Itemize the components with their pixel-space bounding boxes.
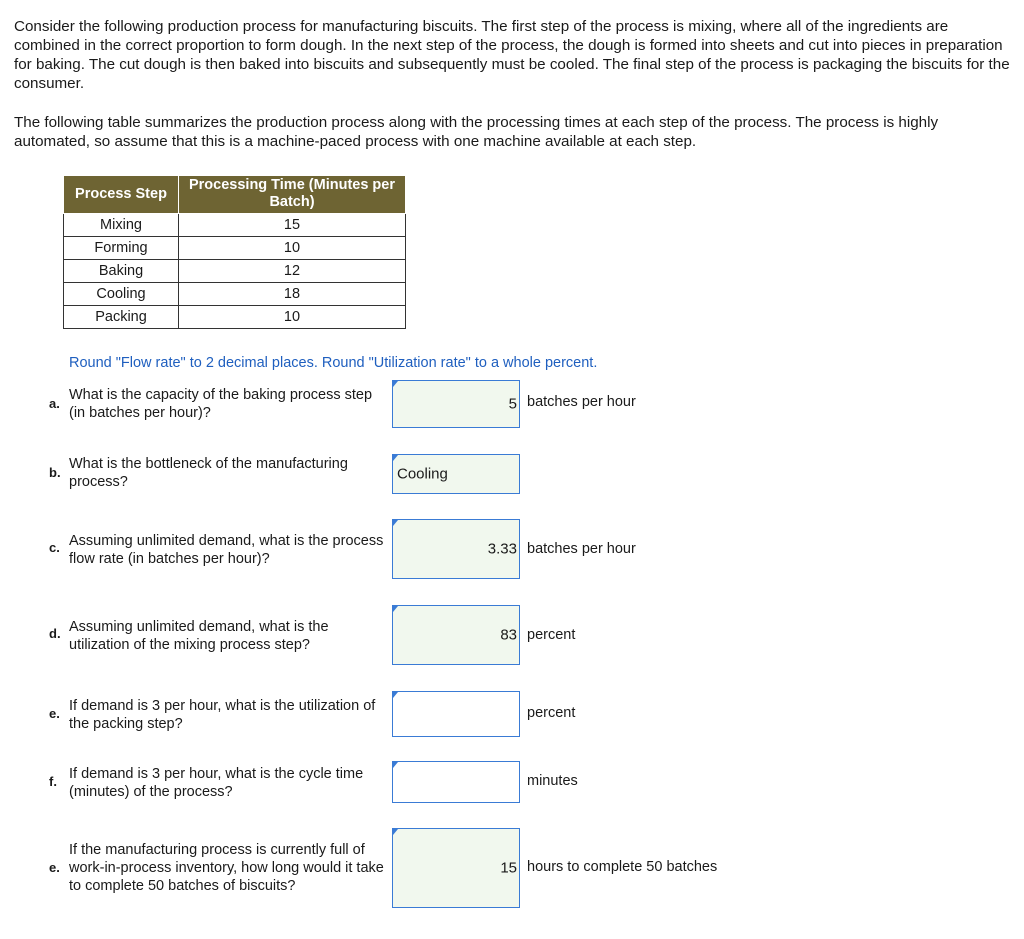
header-process-step: Process Step — [64, 176, 179, 214]
table-row — [64, 237, 406, 260]
intro-paragraph-1: Consider the following production process for manufacturing biscuits. The first step of the process is mixing, where all of the ingredients are combined in the correct proportion to form dough. In the next step of the process, the dough is formed into sheets and cut into pieces in preparation for baking. The cut dough is then baked into biscuits and subsequently must be cooled. The final step of the process is packaging the biscuits for the consumer. — [14, 18, 1010, 92]
cell-time: 18 — [179, 283, 406, 306]
cell-time: 10 — [179, 237, 406, 260]
answer-unit: batches per hour — [527, 541, 636, 557]
question-letter: e. — [49, 860, 60, 875]
answer-input-b[interactable] — [392, 454, 520, 494]
question-text: What is the bottleneck of the manufacturing process? — [69, 456, 348, 490]
cell-time: 15 — [179, 214, 406, 237]
cell-step: Cooling — [64, 283, 179, 306]
question-letter: b. — [49, 465, 61, 480]
question-letter: c. — [49, 540, 60, 555]
answer-input-e[interactable] — [392, 691, 520, 737]
answer-input-c[interactable] — [392, 519, 520, 579]
cell-step: Packing — [64, 306, 179, 329]
answer-value: 15 — [500, 859, 517, 877]
question-text: Assuming unlimited demand, what is the process flow rate (in batches per hour)? — [69, 533, 384, 567]
table-row — [64, 306, 406, 329]
table-row — [64, 260, 406, 283]
answer-unit: minutes — [527, 773, 578, 789]
cell-step: Baking — [64, 260, 179, 283]
question-letter: d. — [49, 626, 61, 641]
answer-input-d[interactable] — [392, 605, 520, 665]
question-letter: f. — [49, 774, 57, 789]
header-processing-time: Processing Time (Minutes per Batch) — [179, 176, 406, 214]
answer-unit: percent — [527, 627, 576, 643]
question-text: Assuming unlimited demand, what is the utilization of the mixing process step? — [69, 619, 329, 653]
answer-unit: percent — [527, 705, 576, 721]
process-table — [63, 175, 406, 329]
question-letter: e. — [49, 706, 60, 721]
answer-value: 5 — [508, 395, 517, 413]
table-header-row — [64, 176, 406, 214]
question-text: What is the capacity of the baking process step (in batches per hour)? — [69, 387, 373, 421]
table-row — [64, 214, 406, 237]
answer-input-g[interactable] — [392, 828, 520, 908]
answer-input-a[interactable] — [392, 380, 520, 428]
answer-unit: batches per hour — [527, 394, 636, 410]
question-text: If the manufacturing process is currently full of work-in-process inventory, how long would it take to complete 50 batches of biscuits? — [69, 842, 384, 894]
intro-paragraph-2: The following table summarizes the production process along with the processing times at each step of the process. The process is highly automated, so assume that this is a machine-paced process with one machine available at each step. — [14, 114, 939, 150]
cell-time: 10 — [179, 306, 406, 329]
answer-unit: hours to complete 50 batches — [527, 859, 718, 875]
answer-value: 83 — [500, 626, 517, 644]
question-text: If demand is 3 per hour, what is the utilization of the packing step? — [69, 698, 376, 732]
question-text: If demand is 3 per hour, what is the cycle time (minutes) of the process? — [69, 766, 364, 800]
answer-input-f[interactable] — [392, 761, 520, 803]
table-row — [64, 283, 406, 306]
question-letter: a. — [49, 396, 60, 411]
cell-time: 12 — [179, 260, 406, 283]
answer-value: 3.33 — [487, 540, 517, 558]
answer-value: Cooling — [397, 465, 448, 483]
cell-step: Forming — [64, 237, 179, 260]
cell-step: Mixing — [64, 214, 179, 237]
rounding-instructions: Round "Flow rate" to 2 decimal places. Round "Utilization rate" to a whole percent. — [69, 355, 598, 371]
